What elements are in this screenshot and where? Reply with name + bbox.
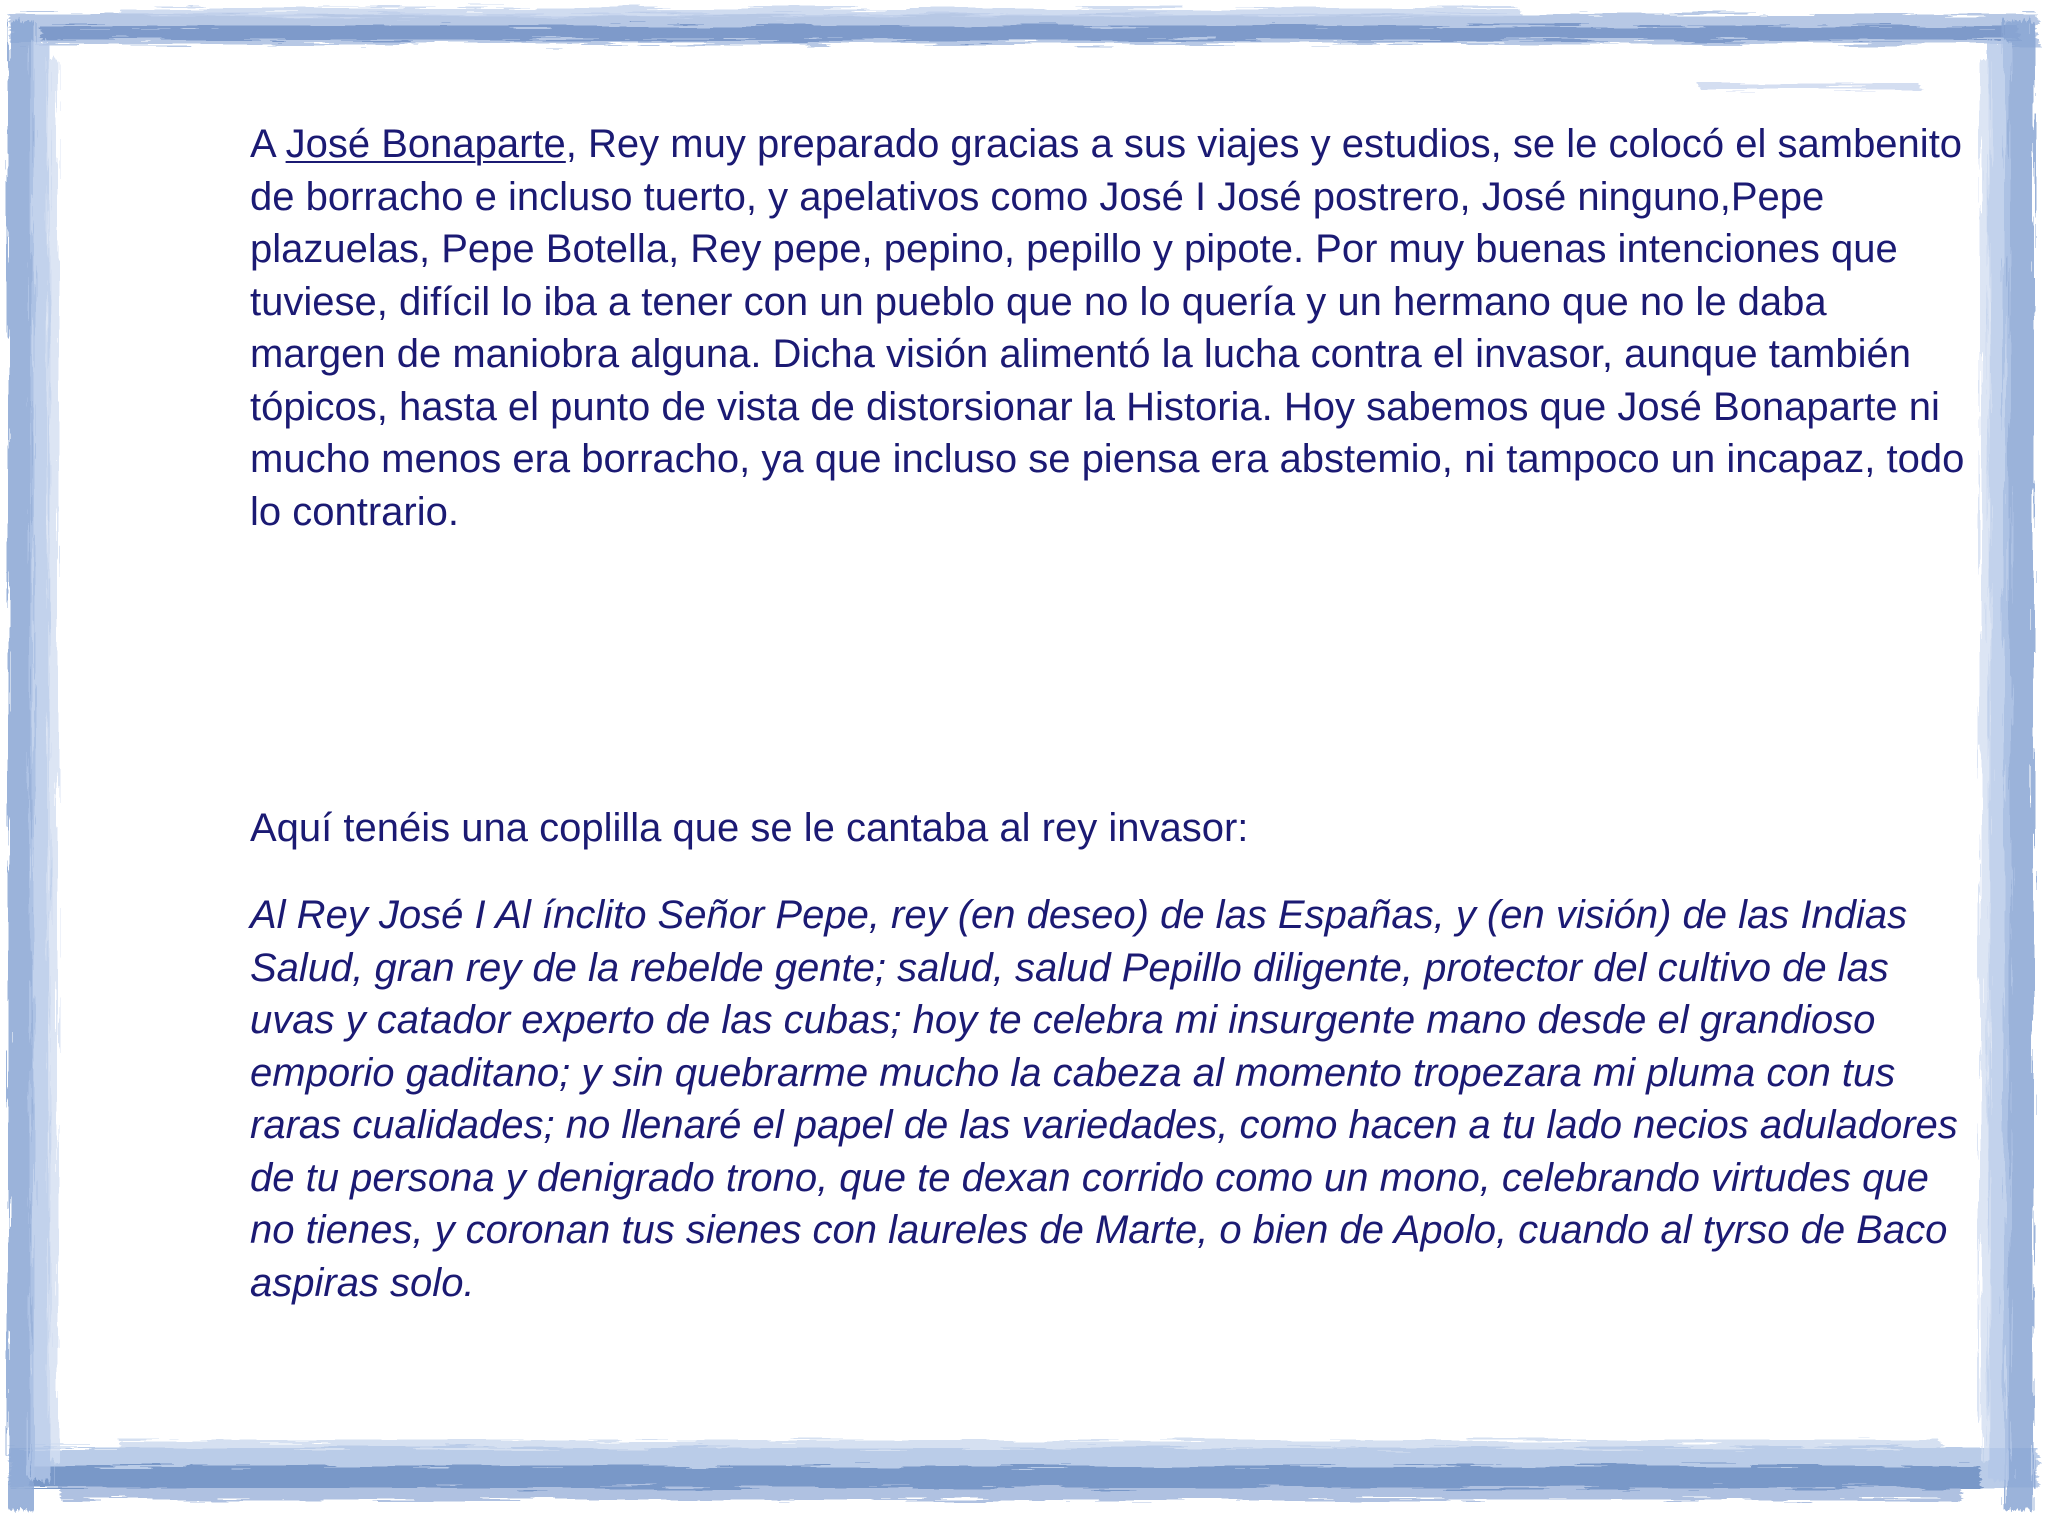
jose-bonaparte-link[interactable]: José Bonaparte (285, 122, 566, 166)
coplilla-intro: Aquí tenéis una coplilla que se le cantaba al rey invasor: (250, 806, 1249, 850)
frame-top (10, 8, 2038, 90)
paragraph-intro-prefix: A (250, 122, 286, 166)
paragraph-intro-body: , Rey muy preparado gracias a sus viajes y estudios, se le colocó el sambenito de borracho e incluso tuerto, y apelativos como José I José postrero, José ninguno,Pepe plazuelas, Pepe Botella, Rey pepe, pepino, pepillo y pipote. Por muy buenas intenciones que tuviese, difícil lo iba a tener con un pueblo que no lo quería y un hermano que no le daba margen de maniobra alguna. Dicha visión alimentó la lucha contra el invasor, aunque también tópicos, hasta el punto de vista de distorsionar la Historia. Hoy sabemos que José Bonaparte ni mucho menos era borracho, ya que incluso se piensa era abstemio, ni tampoco un incapaz, todo lo contrario. (250, 122, 1965, 534)
paragraph-intro (250, 118, 1970, 538)
frame-right (1980, 20, 2034, 1510)
frame-left (8, 20, 58, 1510)
coplilla-text: Al Rey José I Al ínclito Señor Pepe, rey (en deseo) de las Españas, y (en visión) de las Indias Salud, gran rey de la rebelde gente; salud, salud Pepillo diligente, protector del cultivo de las uvas y catador experto de las cubas; hoy te celebra mi insurgente mano desde el grandioso emporio gaditano; y sin quebrarme mucho la cabeza al momento tropezara mi pluma con tus raras cualidades; no llenaré el papel de las variedades, como hacen a tu lado necios aduladores de tu persona y denigrado trono, que te dexan corrido como un mono, celebrando virtudes que no tienes, y coronan tus sienes con laureles de Marte, o bien de Apolo, cuando al tyrso de Baco aspiras solo. (250, 893, 1958, 1305)
frame-bottom (10, 1440, 2038, 1500)
